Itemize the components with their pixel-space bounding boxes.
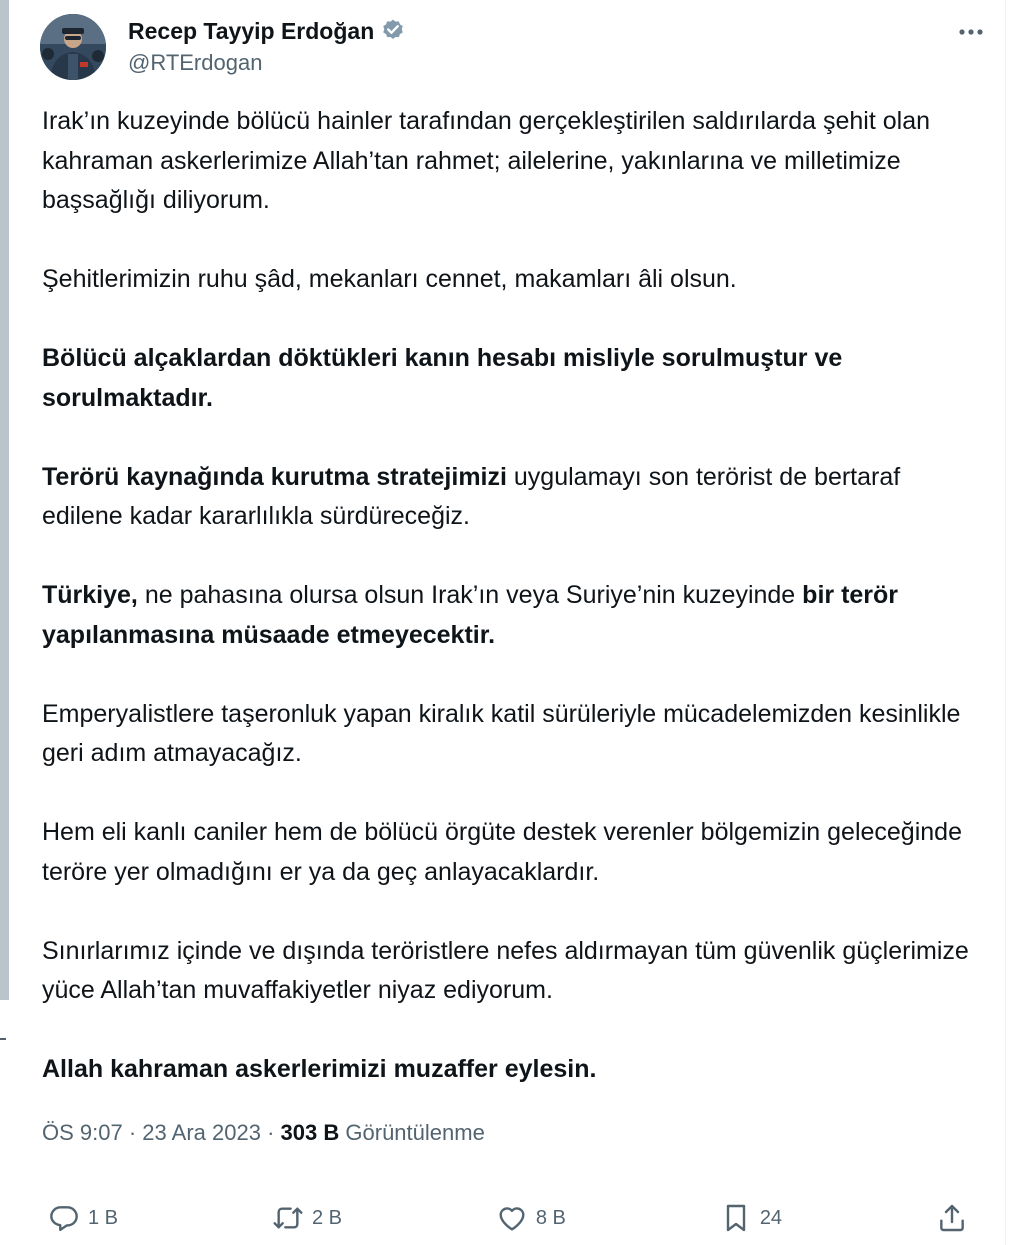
share-button[interactable] bbox=[936, 1202, 968, 1234]
views-count[interactable]: 303 B bbox=[280, 1120, 340, 1145]
tweet-text-bold: bir terör yapılanmasına müsaade etmeyecektir. bbox=[42, 581, 899, 649]
tweet-paragraph bbox=[42, 102, 972, 221]
like-button[interactable] bbox=[496, 1202, 566, 1234]
left-scroll-edge bbox=[0, 0, 9, 1000]
bookmark-icon bbox=[720, 1202, 752, 1234]
like-count: 8 B bbox=[535, 1206, 566, 1229]
bookmark-count: 24 bbox=[759, 1206, 783, 1229]
tweet-paragraph bbox=[42, 695, 972, 774]
heart-icon bbox=[496, 1202, 528, 1234]
tweet-text bbox=[42, 102, 972, 1129]
tweet-paragraph bbox=[42, 576, 972, 655]
bookmark-button[interactable] bbox=[720, 1202, 782, 1234]
tweet-actions bbox=[48, 1198, 968, 1238]
tweet-text-segment: uygulamayı son terörist de bertaraf edilene kadar kararlılıkla sürdüreceğiz. bbox=[42, 462, 901, 530]
tweet-paragraph bbox=[42, 932, 972, 1011]
reply-button[interactable] bbox=[48, 1202, 118, 1234]
tweet-text-segment: Şehitlerimizin ruhu şâd, mekanları cennet, makamları âli olsun. bbox=[42, 265, 737, 293]
tweet-text-segment: Hem eli kanlı caniler hem de bölücü örgüte destek verenler bölgemizin geleceğinde teröre yer olmadığını er ya da geç anlayacaklardır. bbox=[42, 818, 962, 886]
tweet-text-bold: Allah kahraman askerlerimizi muzaffer eylesin. bbox=[42, 1055, 597, 1083]
verified-badge-icon bbox=[380, 18, 406, 44]
author-names bbox=[128, 16, 406, 76]
tweet-paragraph bbox=[42, 260, 972, 300]
views-label: Görüntülenme bbox=[345, 1120, 485, 1145]
tweet-text-bold: Türkiye, bbox=[42, 581, 138, 609]
tweet-text-segment: ne pahasına olursa olsun Irak’ın veya Suriye’nin kuzeyinde bbox=[137, 581, 803, 609]
tweet-paragraph bbox=[42, 1050, 972, 1090]
meta-separator: · bbox=[128, 1120, 137, 1145]
tweet-text-segment: Emperyalistlere taşeronluk yapan kiralık katil sürüleriyle mücadelemizden kesinlikle geri adım atmayacağız. bbox=[42, 699, 961, 767]
tweet-paragraph bbox=[42, 813, 972, 892]
tweet-header bbox=[40, 14, 985, 80]
meta-separator-2: · bbox=[267, 1120, 275, 1145]
tweet-text-segment: Sınırlarımız içinde ve dışında teröristlere nefes aldırmayan tüm güvenlik güçlerimize yüce Allah’tan muvaffakiyetler niyaz ediyorum. bbox=[42, 936, 969, 1004]
left-edge-tick bbox=[0, 1038, 6, 1040]
author-name[interactable] bbox=[128, 16, 406, 46]
tweet-text-bold: Bölücü alçaklardan döktükleri kanın hesabı misliyle sorulmuştur ve sorulmaktadır. bbox=[42, 344, 843, 412]
tweet-time[interactable]: ÖS 9:07 bbox=[42, 1120, 123, 1145]
tweet-text-bold: Terörü kaynağında kurutma stratejimizi bbox=[42, 462, 507, 491]
tweet-paragraph bbox=[42, 458, 972, 537]
more-dots-icon bbox=[957, 22, 985, 42]
retweet-icon bbox=[272, 1202, 304, 1234]
share-icon bbox=[936, 1202, 968, 1234]
retweet-button[interactable] bbox=[272, 1202, 342, 1234]
tweet-paragraph bbox=[42, 339, 972, 418]
avatar-image bbox=[40, 14, 106, 80]
avatar[interactable] bbox=[40, 14, 106, 80]
tweet-metadata bbox=[42, 1120, 485, 1146]
retweet-count: 2 B bbox=[311, 1206, 342, 1229]
author-handle[interactable]: @RTErdogan bbox=[128, 50, 263, 75]
reply-count: 1 B bbox=[88, 1206, 119, 1229]
tweet-date[interactable]: 23 Ara 2023 bbox=[142, 1120, 261, 1145]
tweet-text-segment: Irak’ın kuzeyinde bölücü hainler tarafından gerçekleştirilen saldırılarda şehit olan kahraman askerlerimize Allah’tan rahmet; ailelerine, yakınlarına ve milletimize başsağlığı diliyorum. bbox=[42, 107, 931, 214]
tweet-card bbox=[20, 0, 1006, 1245]
more-options-button[interactable] bbox=[957, 22, 985, 42]
reply-icon bbox=[48, 1202, 80, 1234]
author-display-name[interactable]: Recep Tayyip Erdoğan bbox=[128, 17, 375, 44]
